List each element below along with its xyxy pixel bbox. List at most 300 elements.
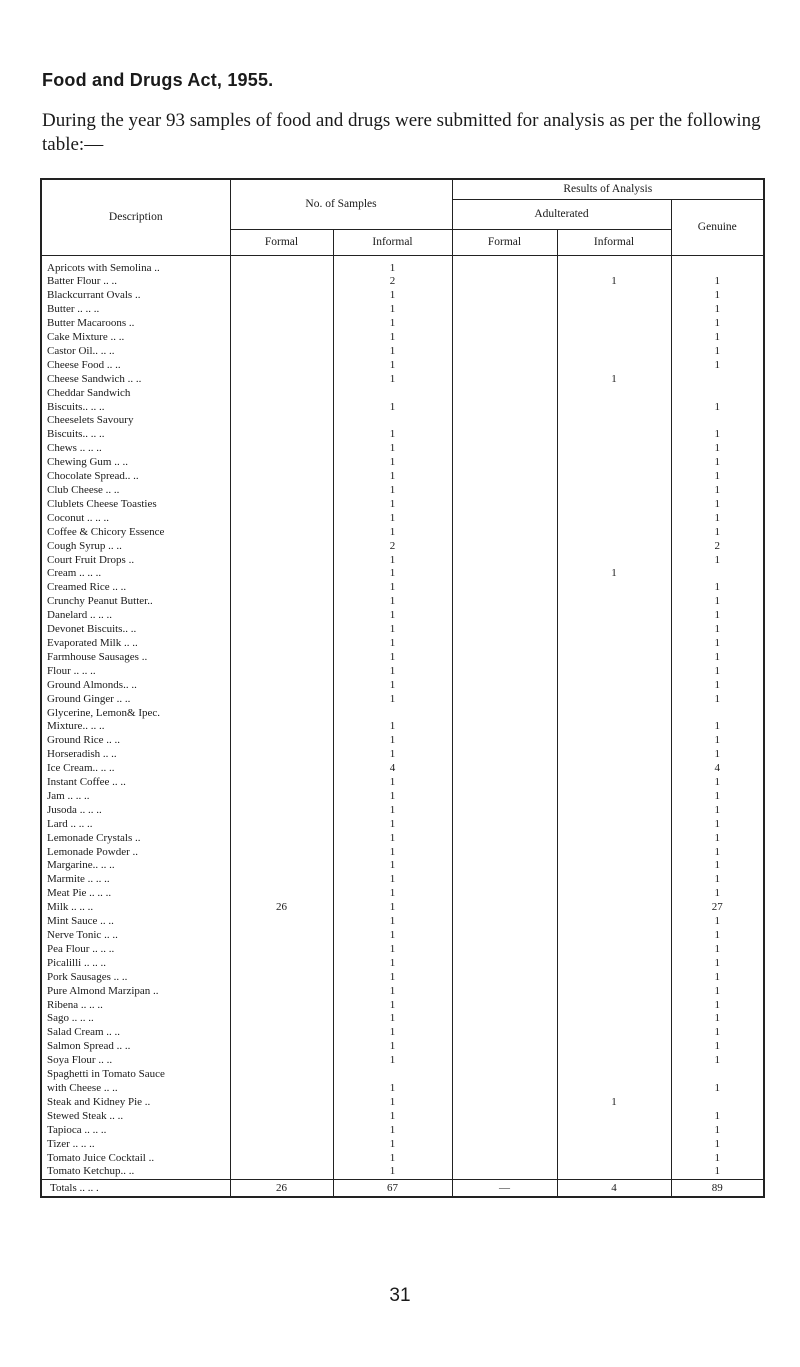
- row-adulterated-formal: [452, 540, 557, 554]
- row-adulterated-informal: 1: [557, 275, 671, 289]
- row-description: Jam .. .. ..: [41, 790, 230, 804]
- row-description: Cheeselets Savoury: [41, 414, 230, 428]
- row-samples-informal: 1: [333, 456, 452, 470]
- row-adulterated-informal: [557, 915, 671, 929]
- row-adulterated-formal: [452, 846, 557, 860]
- row-adulterated-formal: [452, 971, 557, 985]
- row-adulterated-formal: [452, 873, 557, 887]
- row-description: Court Fruit Drops ..: [41, 554, 230, 568]
- header-samples-formal: Formal: [230, 229, 333, 255]
- row-samples-informal: 1: [333, 317, 452, 331]
- row-genuine: [671, 373, 764, 387]
- row-samples-formal: [230, 693, 333, 707]
- row-adulterated-formal: [452, 748, 557, 762]
- row-samples-informal: 1: [333, 554, 452, 568]
- row-genuine: 1: [671, 609, 764, 623]
- table-row: [41, 470, 764, 484]
- table-row: [41, 526, 764, 540]
- row-samples-informal: 1: [333, 720, 452, 734]
- row-genuine: 1: [671, 1054, 764, 1068]
- row-adulterated-informal: [557, 901, 671, 915]
- row-description: Coconut .. .. ..: [41, 512, 230, 526]
- row-genuine: 1: [671, 720, 764, 734]
- row-samples-formal: [230, 999, 333, 1013]
- row-samples-formal: [230, 401, 333, 415]
- row-genuine: 1: [671, 317, 764, 331]
- row-adulterated-formal: [452, 734, 557, 748]
- row-description: Butter .. .. ..: [41, 303, 230, 317]
- row-samples-formal: [230, 873, 333, 887]
- row-genuine: 1: [671, 985, 764, 999]
- row-adulterated-informal: [557, 623, 671, 637]
- row-genuine: 1: [671, 554, 764, 568]
- row-adulterated-informal: [557, 971, 671, 985]
- row-adulterated-informal: [557, 359, 671, 373]
- row-adulterated-informal: [557, 637, 671, 651]
- row-adulterated-informal: [557, 345, 671, 359]
- row-adulterated-informal: [557, 665, 671, 679]
- table-row: [41, 484, 764, 498]
- row-adulterated-formal: [452, 651, 557, 665]
- table-row: [41, 651, 764, 665]
- row-adulterated-formal: [452, 526, 557, 540]
- row-samples-formal: [230, 679, 333, 693]
- row-description: Ribena .. .. ..: [41, 999, 230, 1013]
- row-genuine: 1: [671, 832, 764, 846]
- row-description: Ice Cream.. .. ..: [41, 762, 230, 776]
- row-adulterated-formal: [452, 609, 557, 623]
- table-row: [41, 498, 764, 512]
- row-samples-formal: [230, 707, 333, 721]
- row-samples-informal: 1: [333, 1096, 452, 1110]
- row-description: Ground Almonds.. ..: [41, 679, 230, 693]
- table-row: [41, 707, 764, 721]
- row-adulterated-informal: [557, 401, 671, 415]
- row-adulterated-informal: [557, 456, 671, 470]
- row-samples-informal: 1: [333, 651, 452, 665]
- row-adulterated-formal: [452, 623, 557, 637]
- row-adulterated-formal: [452, 595, 557, 609]
- row-samples-informal: 1: [333, 859, 452, 873]
- row-adulterated-formal: [452, 637, 557, 651]
- row-adulterated-formal: [452, 943, 557, 957]
- row-genuine: 1: [671, 470, 764, 484]
- row-samples-formal: [230, 1138, 333, 1152]
- row-adulterated-formal: [452, 804, 557, 818]
- row-samples-informal: 1: [333, 331, 452, 345]
- row-samples-informal: 1: [333, 693, 452, 707]
- row-adulterated-formal: [452, 999, 557, 1013]
- table-row: [41, 804, 764, 818]
- row-adulterated-informal: [557, 1138, 671, 1152]
- row-genuine: 1: [671, 512, 764, 526]
- row-genuine: 1: [671, 790, 764, 804]
- header-samples-informal: Informal: [333, 229, 452, 255]
- row-samples-formal: [230, 957, 333, 971]
- samples-table: [40, 178, 765, 1198]
- row-samples-informal: 1: [333, 748, 452, 762]
- table-row: [41, 915, 764, 929]
- row-adulterated-formal: [452, 484, 557, 498]
- row-description: with Cheese .. ..: [41, 1082, 230, 1096]
- row-adulterated-informal: [557, 762, 671, 776]
- row-adulterated-informal: [557, 804, 671, 818]
- row-adulterated-informal: [557, 554, 671, 568]
- row-description: Cheese Sandwich .. ..: [41, 373, 230, 387]
- table-header: [41, 179, 764, 255]
- header-adulterated-informal: Informal: [557, 229, 671, 255]
- row-genuine: 1: [671, 275, 764, 289]
- table-row: [41, 776, 764, 790]
- row-samples-informal: 1: [333, 1040, 452, 1054]
- row-genuine: 1: [671, 1124, 764, 1138]
- table-row: [41, 317, 764, 331]
- row-adulterated-formal: [452, 512, 557, 526]
- row-adulterated-formal: [452, 581, 557, 595]
- row-description: Chocolate Spread.. ..: [41, 470, 230, 484]
- totals-samples-formal: 26: [230, 1180, 333, 1198]
- row-adulterated-informal: [557, 540, 671, 554]
- row-samples-informal: 1: [333, 567, 452, 581]
- row-description: Tomato Juice Cocktail ..: [41, 1152, 230, 1166]
- row-description: Coffee & Chicory Essence: [41, 526, 230, 540]
- row-description: Tapioca .. .. ..: [41, 1124, 230, 1138]
- row-adulterated-informal: [557, 832, 671, 846]
- row-samples-informal: 1: [333, 623, 452, 637]
- row-genuine: 1: [671, 637, 764, 651]
- row-samples-informal: 1: [333, 999, 452, 1013]
- row-adulterated-formal: [452, 1026, 557, 1040]
- row-adulterated-formal: [452, 720, 557, 734]
- row-samples-formal: [230, 595, 333, 609]
- row-samples-informal: 1: [333, 1124, 452, 1138]
- row-samples-formal: [230, 985, 333, 999]
- row-samples-formal: [230, 790, 333, 804]
- row-genuine: 1: [671, 776, 764, 790]
- row-description: Cough Syrup .. ..: [41, 540, 230, 554]
- row-samples-formal: [230, 345, 333, 359]
- row-genuine: 1: [671, 581, 764, 595]
- row-adulterated-informal: [557, 720, 671, 734]
- row-adulterated-informal: [557, 748, 671, 762]
- row-adulterated-informal: [557, 331, 671, 345]
- row-description: Steak and Kidney Pie ..: [41, 1096, 230, 1110]
- row-description: Salad Cream .. ..: [41, 1026, 230, 1040]
- row-samples-informal: 1: [333, 1110, 452, 1124]
- row-samples-formal: [230, 428, 333, 442]
- row-samples-formal: [230, 456, 333, 470]
- row-samples-formal: 26: [230, 901, 333, 915]
- row-genuine: 1: [671, 957, 764, 971]
- row-samples-informal: 1: [333, 637, 452, 651]
- row-samples-formal: [230, 442, 333, 456]
- row-adulterated-formal: [452, 428, 557, 442]
- row-adulterated-informal: [557, 470, 671, 484]
- row-adulterated-formal: [452, 331, 557, 345]
- row-description: Milk .. .. ..: [41, 901, 230, 915]
- row-genuine: 2: [671, 540, 764, 554]
- row-samples-formal: [230, 776, 333, 790]
- row-genuine: 1: [671, 428, 764, 442]
- row-samples-informal: 1: [333, 832, 452, 846]
- row-genuine: 1: [671, 804, 764, 818]
- row-adulterated-informal: [557, 873, 671, 887]
- row-samples-formal: [230, 929, 333, 943]
- row-samples-formal: [230, 762, 333, 776]
- row-genuine: [671, 387, 764, 401]
- intro-paragraph: During the year 93 samples of food and drugs were submitted for analysis as per the following table:—: [42, 110, 761, 155]
- row-adulterated-informal: [557, 818, 671, 832]
- row-samples-formal: [230, 1165, 333, 1179]
- totals-genuine: 89: [671, 1180, 764, 1198]
- row-description: Stewed Steak .. ..: [41, 1110, 230, 1124]
- row-samples-formal: [230, 804, 333, 818]
- row-samples-formal: [230, 887, 333, 901]
- row-samples-informal: 2: [333, 540, 452, 554]
- row-adulterated-informal: [557, 790, 671, 804]
- totals-label: Totals .. .. .: [41, 1180, 230, 1198]
- header-description: Description: [41, 179, 230, 255]
- row-samples-formal: [230, 303, 333, 317]
- row-adulterated-informal: [557, 512, 671, 526]
- totals-adulterated-informal: 4: [557, 1180, 671, 1198]
- row-samples-informal: 1: [333, 595, 452, 609]
- row-samples-formal: [230, 1040, 333, 1054]
- row-samples-informal: [333, 707, 452, 721]
- row-adulterated-formal: [452, 1068, 557, 1082]
- row-adulterated-informal: [557, 484, 671, 498]
- row-samples-formal: [230, 1026, 333, 1040]
- table-row: [41, 303, 764, 317]
- row-genuine: [671, 707, 764, 721]
- row-adulterated-formal: [452, 1138, 557, 1152]
- row-genuine: 1: [671, 915, 764, 929]
- row-samples-formal: [230, 289, 333, 303]
- row-adulterated-formal: [452, 275, 557, 289]
- row-description: Margarine.. .. ..: [41, 859, 230, 873]
- row-samples-informal: 1: [333, 679, 452, 693]
- row-adulterated-formal: [452, 303, 557, 317]
- table-row: [41, 1012, 764, 1026]
- row-samples-informal: 1: [333, 1165, 452, 1179]
- row-description: Castor Oil.. .. ..: [41, 345, 230, 359]
- row-samples-informal: 1: [333, 484, 452, 498]
- row-samples-formal: [230, 470, 333, 484]
- row-genuine: 1: [671, 999, 764, 1013]
- row-adulterated-informal: [557, 1040, 671, 1054]
- table-row: [41, 1040, 764, 1054]
- table-row: [41, 540, 764, 554]
- row-samples-informal: 1: [333, 1138, 452, 1152]
- row-adulterated-formal: [452, 255, 557, 275]
- table-row: [41, 665, 764, 679]
- header-no-of-samples: No. of Samples: [230, 179, 452, 229]
- row-samples-informal: 1: [333, 373, 452, 387]
- row-description: Marmite .. .. ..: [41, 873, 230, 887]
- table-row: [41, 832, 764, 846]
- row-genuine: 1: [671, 971, 764, 985]
- row-adulterated-informal: [557, 387, 671, 401]
- row-description: Lemonade Crystals ..: [41, 832, 230, 846]
- row-samples-informal: 1: [333, 985, 452, 999]
- table-row: [41, 1026, 764, 1040]
- row-description: Pork Sausages .. ..: [41, 971, 230, 985]
- row-description: Lard .. .. ..: [41, 818, 230, 832]
- row-samples-formal: [230, 832, 333, 846]
- table-row: [41, 567, 764, 581]
- row-description: Picalilli .. .. ..: [41, 957, 230, 971]
- row-samples-formal: [230, 734, 333, 748]
- row-adulterated-formal: [452, 901, 557, 915]
- row-adulterated-formal: [452, 985, 557, 999]
- row-adulterated-informal: [557, 526, 671, 540]
- row-samples-informal: 1: [333, 255, 452, 275]
- row-adulterated-informal: [557, 943, 671, 957]
- table-row: [41, 345, 764, 359]
- row-samples-informal: 1: [333, 790, 452, 804]
- table-row: [41, 901, 764, 915]
- row-samples-informal: 4: [333, 762, 452, 776]
- row-genuine: 1: [671, 873, 764, 887]
- row-samples-informal: 1: [333, 581, 452, 595]
- row-adulterated-formal: [452, 414, 557, 428]
- row-genuine: 1: [671, 401, 764, 415]
- header-results-of-analysis: Results of Analysis: [452, 179, 764, 199]
- row-description: Nerve Tonic .. ..: [41, 929, 230, 943]
- row-samples-formal: [230, 567, 333, 581]
- row-adulterated-informal: [557, 985, 671, 999]
- table-row: [41, 887, 764, 901]
- row-adulterated-formal: [452, 1054, 557, 1068]
- row-samples-informal: 1: [333, 818, 452, 832]
- row-samples-informal: 1: [333, 665, 452, 679]
- row-adulterated-formal: [452, 859, 557, 873]
- row-adulterated-formal: [452, 957, 557, 971]
- row-description: Cheddar Sandwich: [41, 387, 230, 401]
- row-adulterated-informal: [557, 1012, 671, 1026]
- row-description: Devonet Biscuits.. ..: [41, 623, 230, 637]
- row-adulterated-formal: [452, 679, 557, 693]
- totals-samples-informal: 67: [333, 1180, 452, 1198]
- row-samples-formal: [230, 818, 333, 832]
- row-adulterated-formal: [452, 554, 557, 568]
- row-genuine: 1: [671, 345, 764, 359]
- row-adulterated-informal: [557, 303, 671, 317]
- table-row: [41, 929, 764, 943]
- row-samples-formal: [230, 498, 333, 512]
- row-samples-formal: [230, 512, 333, 526]
- row-samples-informal: 1: [333, 887, 452, 901]
- table-row: [41, 428, 764, 442]
- table-row: [41, 595, 764, 609]
- row-adulterated-informal: [557, 1054, 671, 1068]
- row-genuine: 1: [671, 331, 764, 345]
- row-samples-informal: [333, 1068, 452, 1082]
- table-row: [41, 762, 764, 776]
- row-description: Pea Flour .. .. ..: [41, 943, 230, 957]
- row-samples-formal: [230, 526, 333, 540]
- row-description: Horseradish .. ..: [41, 748, 230, 762]
- row-adulterated-formal: [452, 915, 557, 929]
- row-samples-formal: [230, 1124, 333, 1138]
- table-row: [41, 1110, 764, 1124]
- row-samples-informal: 1: [333, 873, 452, 887]
- table-row: [41, 331, 764, 345]
- row-samples-formal: [230, 623, 333, 637]
- row-description: Sago .. .. ..: [41, 1012, 230, 1026]
- row-samples-formal: [230, 943, 333, 957]
- row-samples-formal: [230, 581, 333, 595]
- row-genuine: 1: [671, 1012, 764, 1026]
- row-adulterated-informal: [557, 776, 671, 790]
- row-samples-formal: [230, 1012, 333, 1026]
- row-genuine: 1: [671, 665, 764, 679]
- row-samples-informal: 1: [333, 1054, 452, 1068]
- table-row: [41, 289, 764, 303]
- table-row: [41, 275, 764, 289]
- row-genuine: 1: [671, 1082, 764, 1096]
- row-samples-informal: 1: [333, 289, 452, 303]
- page-number: 31: [389, 1285, 411, 1306]
- row-adulterated-informal: [557, 581, 671, 595]
- row-adulterated-formal: [452, 929, 557, 943]
- row-adulterated-informal: [557, 693, 671, 707]
- row-adulterated-formal: [452, 359, 557, 373]
- row-genuine: 1: [671, 456, 764, 470]
- row-samples-formal: [230, 414, 333, 428]
- row-adulterated-formal: [452, 665, 557, 679]
- row-genuine: [671, 255, 764, 275]
- row-samples-informal: 1: [333, 359, 452, 373]
- row-genuine: [671, 567, 764, 581]
- row-description: Jusoda .. .. ..: [41, 804, 230, 818]
- row-samples-informal: 1: [333, 526, 452, 540]
- row-genuine: 4: [671, 762, 764, 776]
- row-description: Instant Coffee .. ..: [41, 776, 230, 790]
- table-row: [41, 637, 764, 651]
- row-samples-informal: 1: [333, 1012, 452, 1026]
- row-genuine: 1: [671, 498, 764, 512]
- header-genuine: Genuine: [671, 199, 764, 255]
- row-description: Cheese Food .. ..: [41, 359, 230, 373]
- row-adulterated-formal: [452, 776, 557, 790]
- table-body: [41, 255, 764, 1180]
- row-samples-informal: 1: [333, 498, 452, 512]
- row-description: Tizer .. .. ..: [41, 1138, 230, 1152]
- row-genuine: [671, 1068, 764, 1082]
- row-samples-informal: 1: [333, 734, 452, 748]
- row-samples-informal: 1: [333, 442, 452, 456]
- row-adulterated-formal: [452, 442, 557, 456]
- table-footer: [41, 1180, 764, 1198]
- table-row: [41, 414, 764, 428]
- row-samples-formal: [230, 637, 333, 651]
- row-adulterated-informal: 1: [557, 567, 671, 581]
- table-row: [41, 818, 764, 832]
- row-adulterated-informal: [557, 317, 671, 331]
- row-genuine: 1: [671, 289, 764, 303]
- row-genuine: 1: [671, 1165, 764, 1179]
- row-adulterated-informal: [557, 999, 671, 1013]
- row-adulterated-formal: [452, 567, 557, 581]
- row-samples-informal: 1: [333, 915, 452, 929]
- row-genuine: 1: [671, 623, 764, 637]
- row-description: Tomato Ketchup.. ..: [41, 1165, 230, 1179]
- table-row: [41, 359, 764, 373]
- row-genuine: 1: [671, 734, 764, 748]
- row-samples-formal: [230, 859, 333, 873]
- table-row: [41, 581, 764, 595]
